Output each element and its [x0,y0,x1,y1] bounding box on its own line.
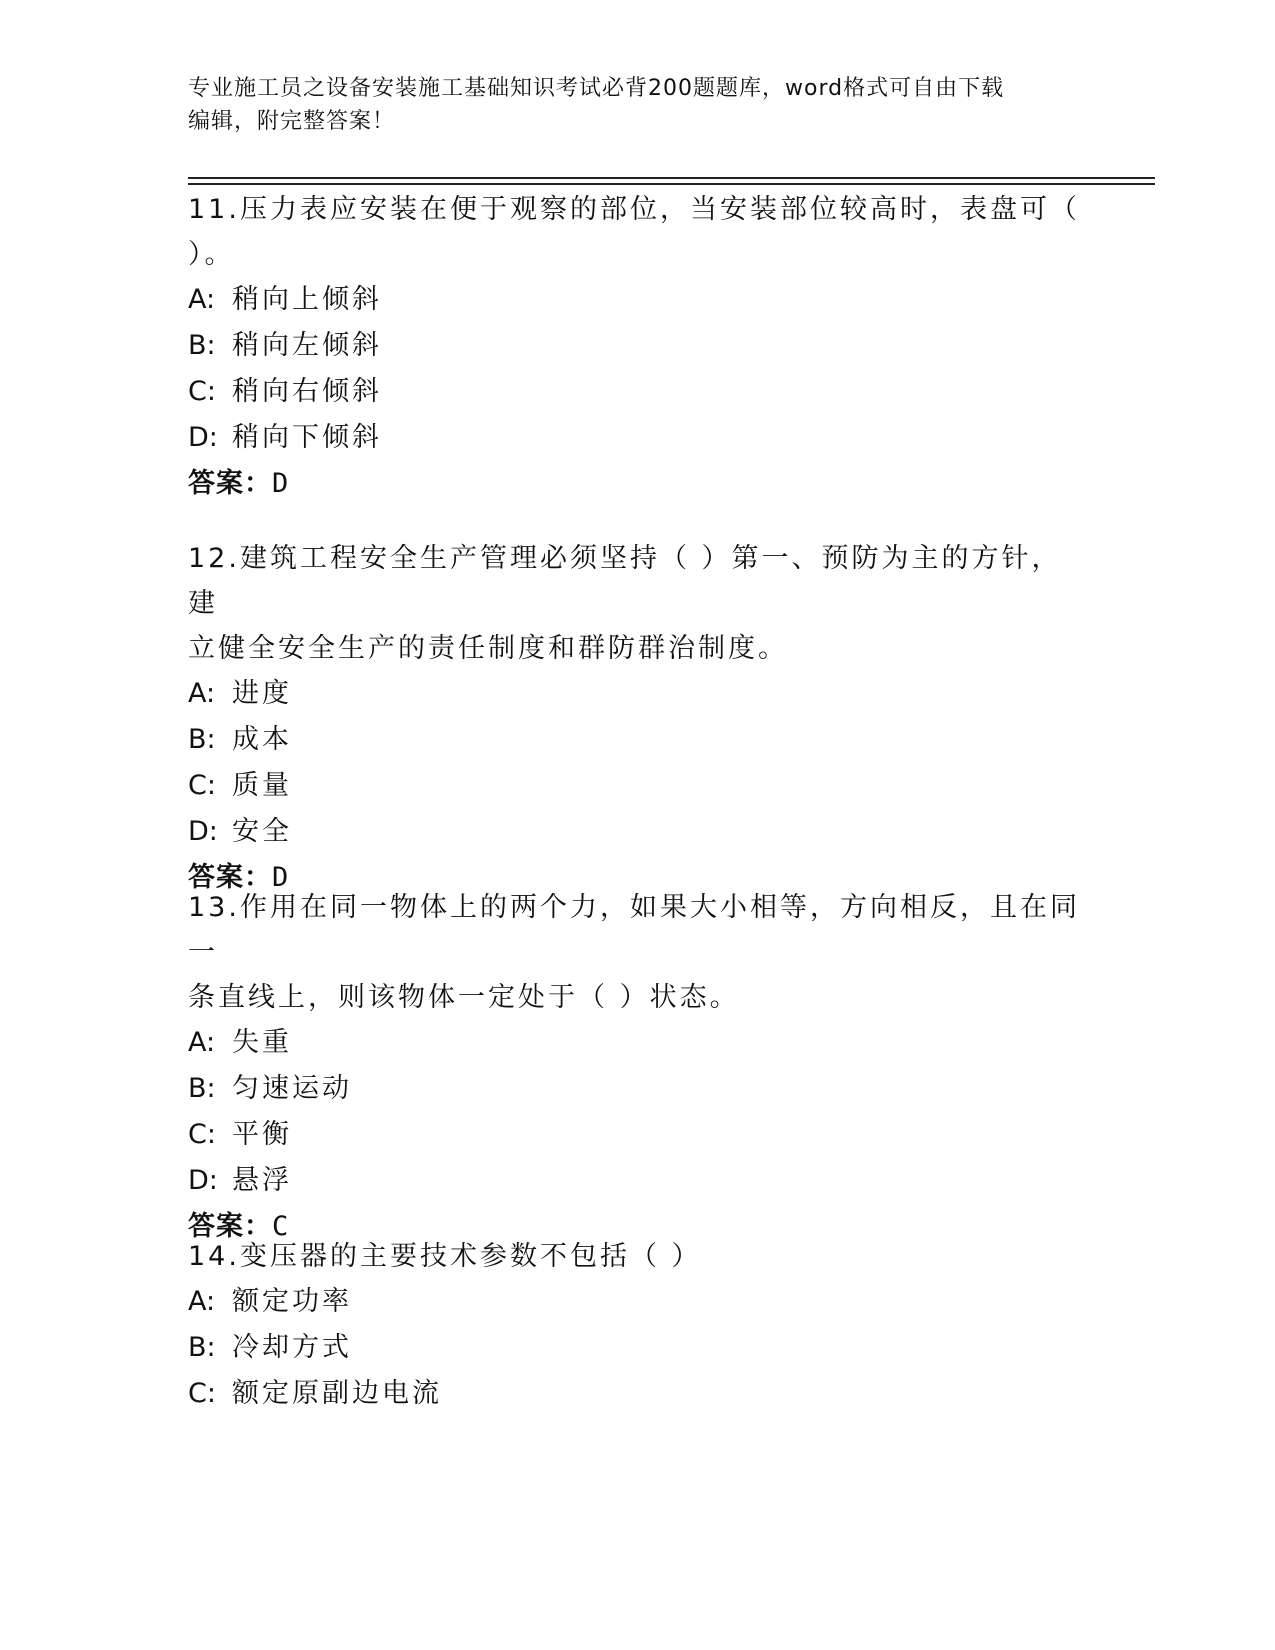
question-12 [188,536,1088,901]
answer-value: D [272,862,290,893]
option-a [188,671,1088,717]
option-c [188,1371,1088,1417]
header-divider-bottom [188,183,1155,185]
header-divider-top [188,177,1155,179]
option-letter: B: [188,724,216,755]
option-text: 冷却方式 [232,1332,352,1363]
option-letter: D: [188,816,218,847]
question-stem-line: 11.压力表应安装在便于观察的部位，当安装部位较高时，表盘可（ [188,194,1080,225]
option-text: 额定原副边电流 [232,1378,442,1409]
option-text: 质量 [232,770,292,801]
option-text: 额定功率 [232,1286,352,1317]
question-stem-line: 13.作用在同一物体上的两个力，如果大小相等，方向相反，且在同一 [188,892,1080,968]
option-b [188,1325,1088,1371]
option-text: 稍向右倾斜 [232,376,382,407]
question-stem-line: ）。 [188,239,235,270]
option-b [188,717,1088,763]
option-letter: C: [188,1378,216,1409]
question-13 [188,885,1088,1250]
option-letter: C: [188,1119,216,1150]
option-letter: A: [188,678,216,709]
option-text: 稍向下倾斜 [232,422,382,453]
answer-label: 答案： [188,468,272,499]
option-c [188,763,1088,809]
question-stem [188,885,1088,1020]
option-letter: D: [188,1165,218,1196]
option-b [188,323,1088,369]
answer-value: C [272,1211,290,1242]
question-stem [188,1234,1088,1279]
option-a [188,1020,1088,1066]
option-letter: C: [188,376,216,407]
document-header [188,72,1088,138]
option-text: 匀速运动 [232,1073,352,1104]
option-d [188,809,1088,855]
option-text: 稍向上倾斜 [232,284,382,315]
option-text: 稍向左倾斜 [232,330,382,361]
option-d [188,415,1088,461]
option-letter: B: [188,1073,216,1104]
option-text: 成本 [232,724,292,755]
option-letter: A: [188,1027,216,1058]
option-letter: B: [188,330,216,361]
answer-line [188,461,1088,507]
option-c [188,369,1088,415]
option-a [188,277,1088,323]
question-11 [188,187,1088,507]
option-d [188,1158,1088,1204]
option-letter: B: [188,1332,216,1363]
question-stem [188,536,1088,671]
option-b [188,1066,1088,1112]
header-line-2: 编辑，附完整答案！ [188,109,396,134]
option-text: 失重 [232,1027,292,1058]
option-letter: A: [188,284,216,315]
option-text: 进度 [232,678,292,709]
answer-label: 答案： [188,862,272,893]
option-letter: A: [188,1286,216,1317]
option-text: 悬浮 [232,1165,292,1196]
option-letter: C: [188,770,216,801]
question-stem-line: 立健全安全生产的责任制度和群防群治制度。 [188,633,788,664]
option-a [188,1279,1088,1325]
option-letter: D: [188,422,218,453]
question-stem-line: 14.变压器的主要技术参数不包括（ ） [188,1241,702,1272]
option-text: 安全 [232,816,292,847]
question-stem [188,187,1088,277]
option-text: 平衡 [232,1119,292,1150]
question-stem-line: 12.建筑工程安全生产管理必须坚持（ ）第一、预防为主的方针，建 [188,543,1062,619]
answer-label: 答案： [188,1211,272,1242]
question-stem-line: 条直线上，则该物体一定处于（ ）状态。 [188,982,740,1013]
option-c [188,1112,1088,1158]
question-14 [188,1234,1088,1417]
answer-value: D [272,468,290,499]
header-line-1: 专业施工员之设备安装施工基础知识考试必背200题题库，word格式可自由下载 [188,76,1005,101]
